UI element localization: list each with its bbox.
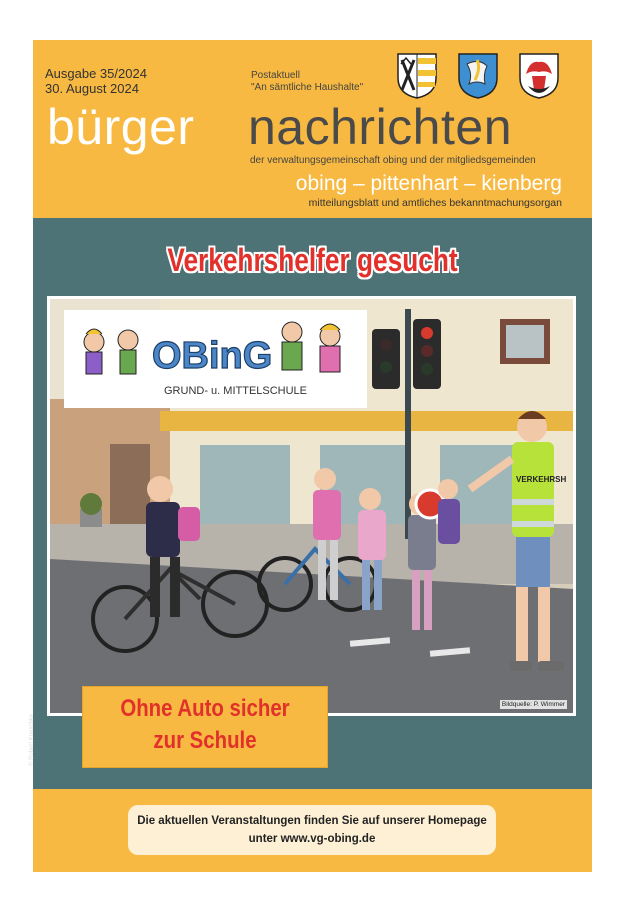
crest-pittenhart-icon: [457, 52, 499, 100]
municipalities: obing – pittenhart – kienberg: [295, 172, 562, 195]
cover-photo: [47, 296, 576, 716]
slogan-line-1: Ohne Auto sicher: [120, 695, 290, 722]
school-logo: [64, 310, 367, 408]
newsletter-cover: [29, 40, 592, 872]
masthead: [33, 40, 592, 218]
title-nachrichten: nachrichten: [248, 99, 512, 155]
title-buerger: bürger: [47, 99, 195, 155]
issue-date: 30. August 2024: [45, 81, 139, 96]
notice-line-2[interactable]: unter www.vg-obing.de: [248, 833, 376, 845]
vest-label: VERKEHRSH: [516, 475, 567, 484]
school-logo-icon: [64, 310, 367, 408]
cover-headline: Verkehrshelfer gesucht: [167, 242, 458, 278]
postal-line-2: "An sämtliche Haushalte": [251, 82, 364, 93]
postal-line-1: Postaktuell: [251, 70, 300, 81]
side-credit: © Robert Kneschke: [29, 713, 35, 766]
photo-scene: [50, 299, 573, 713]
issue-number: Ausgabe 35/2024: [45, 66, 147, 81]
logo-subtext: GRUND- u. MITTELSCHULE: [164, 385, 308, 397]
postal-note: [251, 70, 363, 94]
slogan-banner: [82, 686, 328, 768]
slogan-line-2: zur Schule: [153, 727, 257, 754]
issue-info: [45, 66, 147, 96]
crest-obing-icon: [396, 52, 438, 100]
photo-credit: Bildquelle: P. Wimmer: [501, 701, 565, 708]
crest-kienberg-icon: [518, 52, 560, 100]
logo-wordmark: OBinG: [152, 335, 273, 377]
masthead-tagline: mitteilungsblatt und amtliches bekanntmachungsorgan: [308, 197, 562, 209]
homepage-notice: [128, 805, 496, 855]
notice-line-1: Die aktuellen Veranstaltungen finden Sie auf unserer Homepage: [137, 815, 487, 827]
cover-story: [29, 218, 592, 789]
footer: [33, 789, 592, 872]
masthead-subtitle: der verwaltungsgemeinschaft obing und der mitgliedsgemeinden: [250, 155, 536, 166]
